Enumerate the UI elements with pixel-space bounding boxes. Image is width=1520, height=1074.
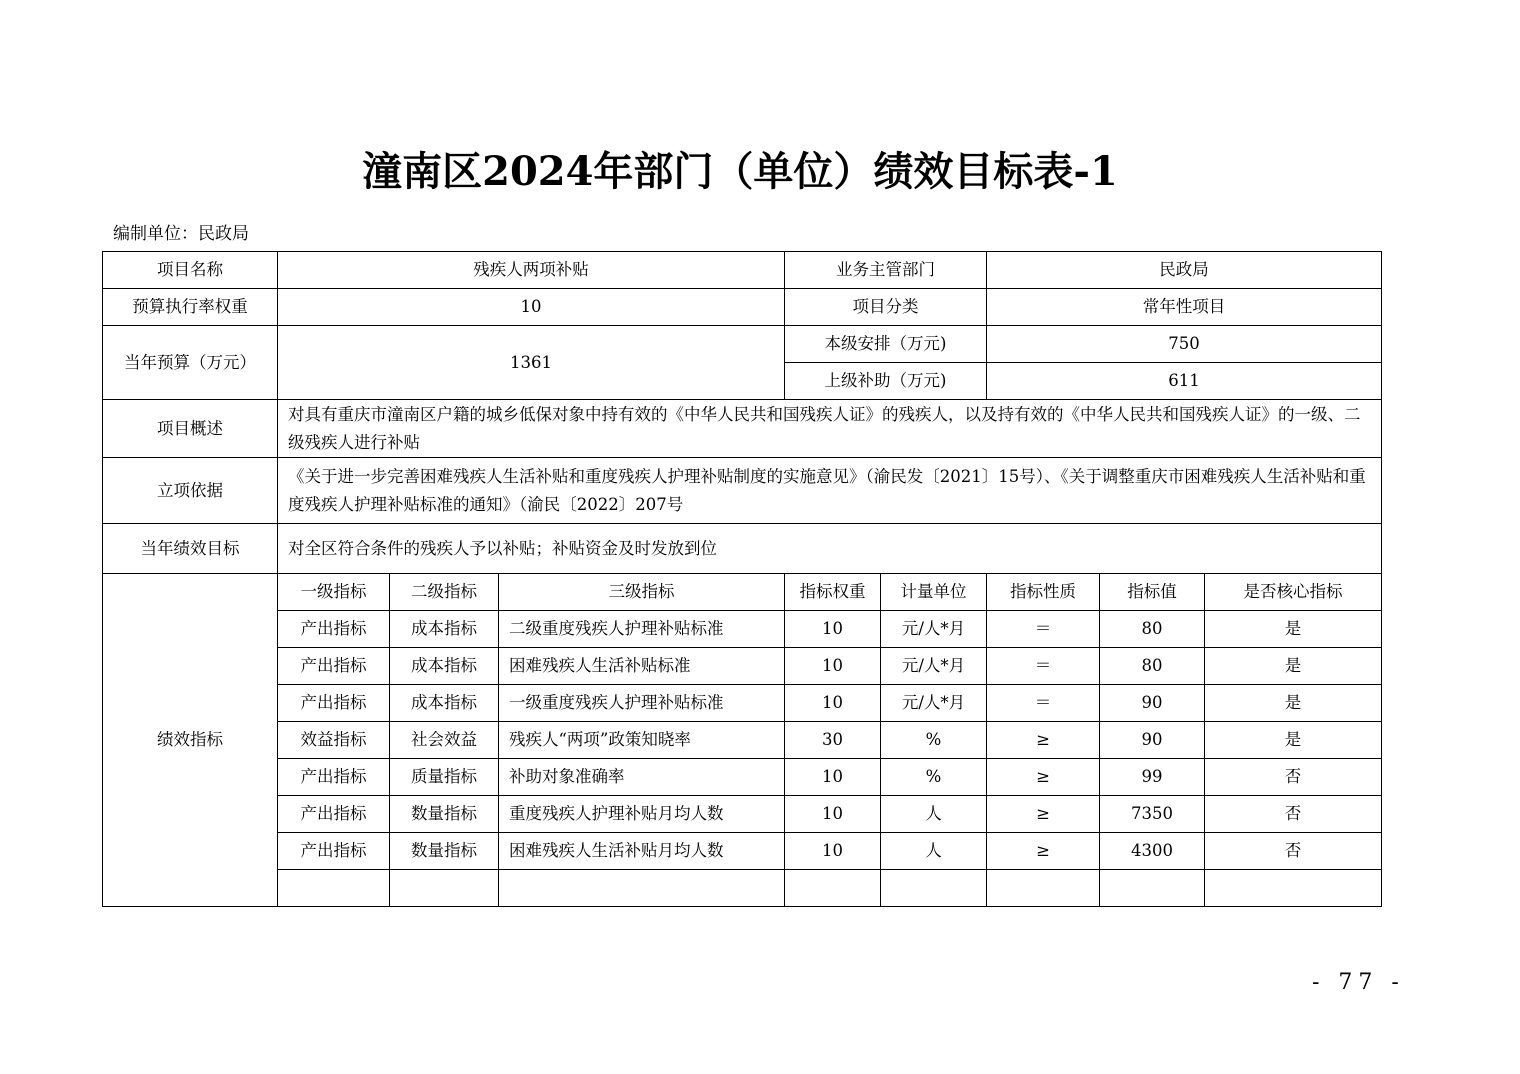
weight-cell: 10: [785, 759, 881, 796]
weight-cell: 10: [785, 648, 881, 685]
level2-cell: 数量指标: [390, 833, 499, 870]
level1-cell: 效益指标: [278, 722, 390, 759]
level2-cell: 社会效益: [390, 722, 499, 759]
level3-cell: 二级重度残疾人护理补贴标准: [499, 611, 785, 648]
core-cell: [1205, 870, 1382, 907]
value-cell: [1100, 870, 1205, 907]
unit-cell: %: [881, 722, 987, 759]
unit-cell: 元/人*月: [881, 611, 987, 648]
core-cell: 是: [1205, 722, 1382, 759]
basis-text: 《关于进一步完善困难残疾人生活补贴和重度残疾人护理补贴制度的实施意见》（渝民发〔2021〕15号）、《关于调整重庆市困难残疾人生活补贴和重度残疾人护理补贴标准的通知》（渝民〔2022〕207号: [278, 458, 1382, 524]
local-budget-value: 750: [987, 326, 1382, 363]
level3-cell: 补助对象准确率: [499, 759, 785, 796]
table-row: [103, 759, 1382, 796]
table-row: [103, 648, 1382, 685]
header-core: 是否核心指标: [1205, 574, 1382, 611]
level3-cell: 残疾人“两项”政策知晓率: [499, 722, 785, 759]
dept-label: 业务主管部门: [785, 252, 987, 289]
weight-cell: [785, 870, 881, 907]
upper-subsidy-label: 上级补助（万元): [785, 363, 987, 400]
exec-weight-label: 预算执行率权重: [103, 289, 278, 326]
level3-cell: 重度残疾人护理补贴月均人数: [499, 796, 785, 833]
level3-cell: 困难残疾人生活补贴标准: [499, 648, 785, 685]
nature-cell: ＝: [987, 611, 1100, 648]
project-name-label: 项目名称: [103, 252, 278, 289]
budget-value: 1361: [278, 326, 785, 400]
level1-cell: 产出指标: [278, 833, 390, 870]
indicators-label: 绩效指标: [103, 574, 278, 907]
category-label: 项目分类: [785, 289, 987, 326]
level2-cell: 成本指标: [390, 648, 499, 685]
local-budget-label: 本级安排（万元): [785, 326, 987, 363]
level3-cell: 困难残疾人生活补贴月均人数: [499, 833, 785, 870]
level3-cell: 一级重度残疾人护理补贴标准: [499, 685, 785, 722]
level2-cell: [390, 870, 499, 907]
weight-cell: 30: [785, 722, 881, 759]
page-number: - 77 -: [1312, 970, 1405, 995]
header-level1: 一级指标: [278, 574, 390, 611]
exec-weight-value: 10: [278, 289, 785, 326]
core-cell: 否: [1205, 833, 1382, 870]
level1-cell: 产出指标: [278, 611, 390, 648]
upper-subsidy-value: 611: [987, 363, 1382, 400]
value-cell: 90: [1100, 685, 1205, 722]
core-cell: 否: [1205, 759, 1382, 796]
weight-cell: 10: [785, 611, 881, 648]
performance-target-table: [102, 251, 1382, 907]
table-row: [103, 722, 1382, 759]
level1-cell: 产出指标: [278, 759, 390, 796]
overview-label: 项目概述: [103, 400, 278, 458]
header-unit: 计量单位: [881, 574, 987, 611]
weight-cell: 10: [785, 796, 881, 833]
unit-cell: [881, 870, 987, 907]
table-row: [103, 611, 1382, 648]
nature-cell: ≥: [987, 722, 1100, 759]
unit-cell: %: [881, 759, 987, 796]
value-cell: 80: [1100, 611, 1205, 648]
core-cell: 是: [1205, 611, 1382, 648]
weight-cell: 10: [785, 685, 881, 722]
goal-label: 当年绩效目标: [103, 524, 278, 574]
level1-cell: 产出指标: [278, 685, 390, 722]
table-row: [103, 833, 1382, 870]
unit-cell: 元/人*月: [881, 685, 987, 722]
compiling-unit: 编制单位：民政局: [113, 224, 249, 244]
unit-cell: 元/人*月: [881, 648, 987, 685]
header-nature: 指标性质: [987, 574, 1100, 611]
value-cell: 80: [1100, 648, 1205, 685]
level3-cell: [499, 870, 785, 907]
value-cell: 99: [1100, 759, 1205, 796]
overview-text: 对具有重庆市潼南区户籍的城乡低保对象中持有效的《中华人民共和国残疾人证》的残疾人，以及持有效的《中华人民共和国残疾人证》的一级、二级残疾人进行补贴: [278, 400, 1382, 458]
nature-cell: ≥: [987, 759, 1100, 796]
header-level2: 二级指标: [390, 574, 499, 611]
table-row: [103, 870, 1382, 907]
header-level3: 三级指标: [499, 574, 785, 611]
unit-cell: 人: [881, 833, 987, 870]
core-cell: 否: [1205, 796, 1382, 833]
level2-cell: 数量指标: [390, 796, 499, 833]
goal-text: 对全区符合条件的残疾人予以补贴；补贴资金及时发放到位: [278, 524, 1382, 574]
header-value: 指标值: [1100, 574, 1205, 611]
value-cell: 7350: [1100, 796, 1205, 833]
level1-cell: 产出指标: [278, 648, 390, 685]
core-cell: 是: [1205, 685, 1382, 722]
core-cell: 是: [1205, 648, 1382, 685]
table-row: [103, 685, 1382, 722]
nature-cell: [987, 870, 1100, 907]
budget-label: 当年预算（万元）: [103, 326, 278, 400]
document-title: 潼南区2024年部门（单位）绩效目标表-1: [362, 148, 1118, 195]
category-value: 常年性项目: [987, 289, 1382, 326]
header-weight: 指标权重: [785, 574, 881, 611]
level1-cell: [278, 870, 390, 907]
dept-value: 民政局: [987, 252, 1382, 289]
basis-label: 立项依据: [103, 458, 278, 524]
level2-cell: 成本指标: [390, 611, 499, 648]
nature-cell: ≥: [987, 833, 1100, 870]
nature-cell: ＝: [987, 685, 1100, 722]
level2-cell: 质量指标: [390, 759, 499, 796]
level1-cell: 产出指标: [278, 796, 390, 833]
value-cell: 4300: [1100, 833, 1205, 870]
unit-cell: 人: [881, 796, 987, 833]
table-row: [103, 796, 1382, 833]
nature-cell: ＝: [987, 648, 1100, 685]
weight-cell: 10: [785, 833, 881, 870]
level2-cell: 成本指标: [390, 685, 499, 722]
value-cell: 90: [1100, 722, 1205, 759]
nature-cell: ≥: [987, 796, 1100, 833]
project-name-value: 残疾人两项补贴: [278, 252, 785, 289]
